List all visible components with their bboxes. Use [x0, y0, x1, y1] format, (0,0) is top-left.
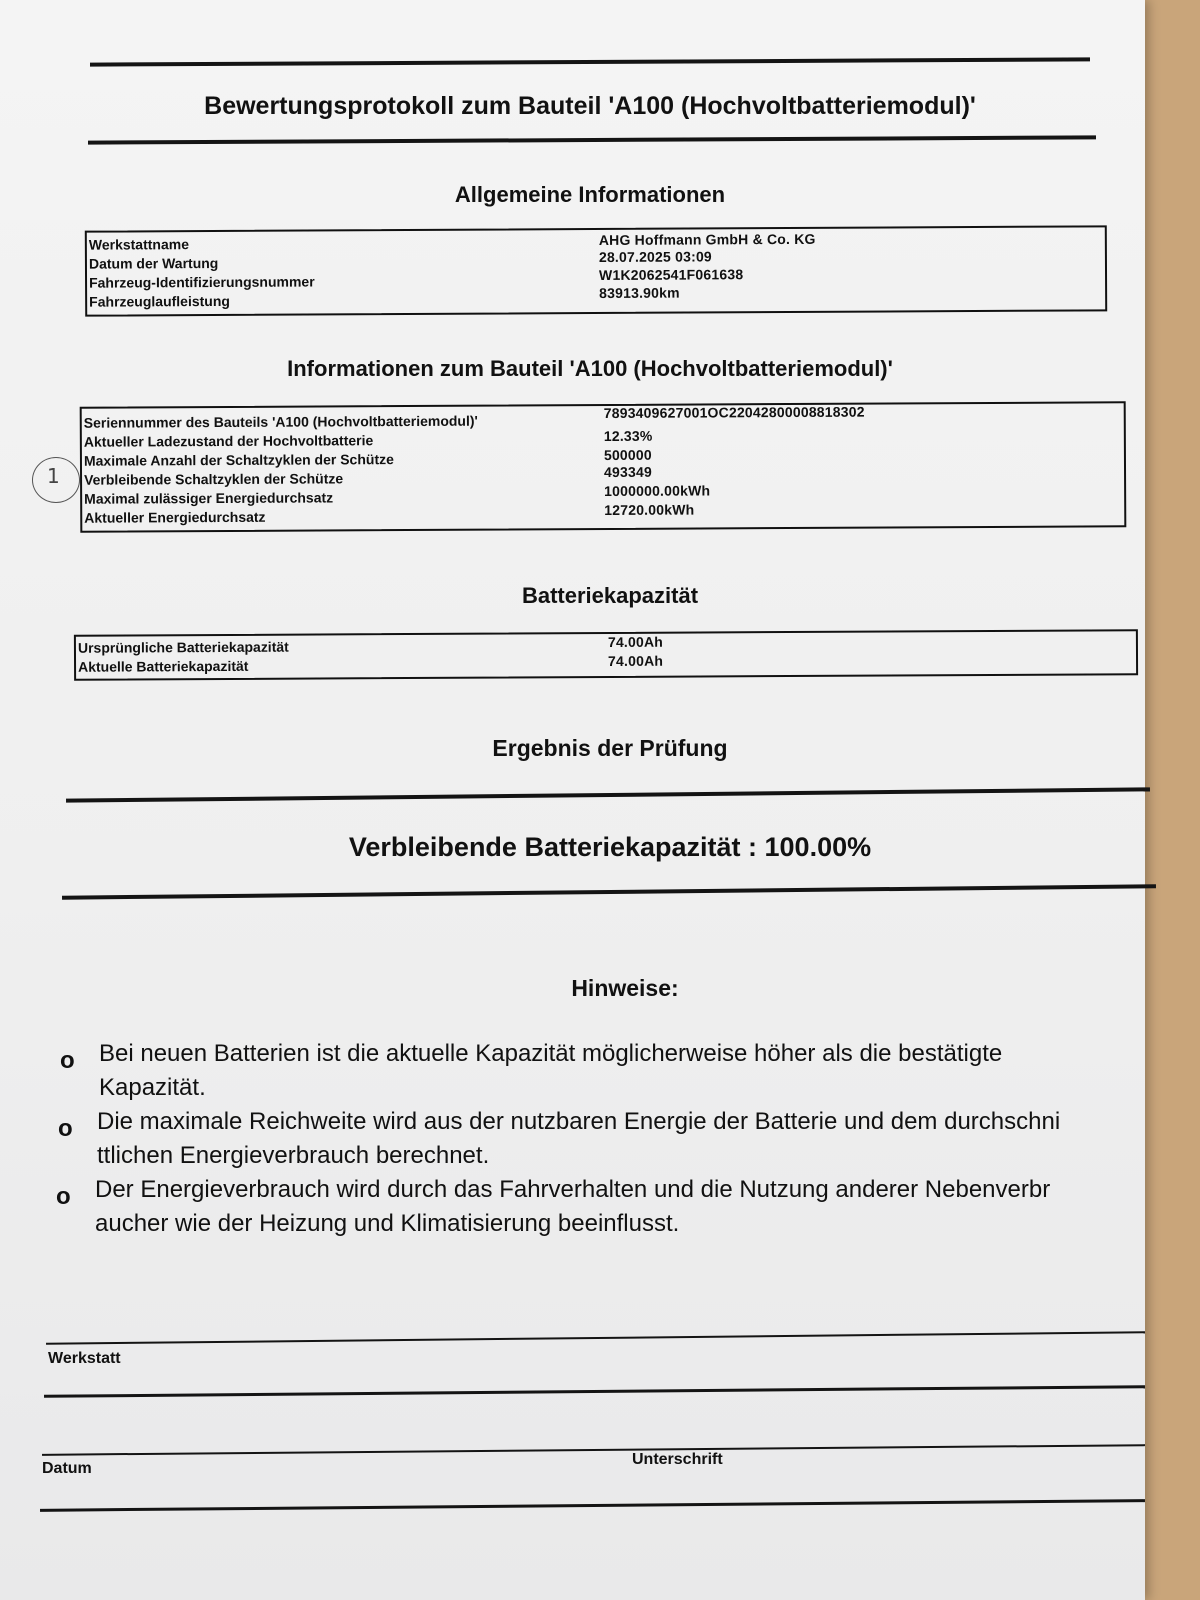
row-label: Datum der Wartung	[88, 254, 219, 272]
workshop-label: Werkstatt	[48, 1350, 121, 1367]
signature-label: Unterschrift	[632, 1451, 723, 1468]
result-text: Verbleibende Batteriekapazität : 100.00%	[348, 832, 872, 862]
note-bullet: o	[58, 1115, 73, 1142]
row-value: 7893409627001OC22042800008818302	[603, 403, 865, 421]
note-bullet: o	[56, 1183, 71, 1210]
row-value: 28.07.2025 03:09	[598, 248, 712, 265]
row-label: Fahrzeuglaufleistung	[89, 292, 230, 310]
row-value: 12.33%	[603, 427, 653, 444]
note-line: Die maximale Reichweite wird aus der nutzbaren Energie der Batterie und dem durchschni	[97, 1108, 1061, 1135]
note-item	[99, 1037, 1002, 1105]
row-value: AHG Hoffmann GmbH & Co. KG	[598, 230, 816, 248]
note-bullet: o	[60, 1047, 75, 1074]
general-heading: Allgemeine Informationen	[454, 182, 726, 207]
row-label: Aktueller Ladezustand der Hochvoltbatterie	[83, 432, 374, 450]
date-label: Datum	[42, 1460, 92, 1477]
document-title: Bewertungsprotokoll zum Bauteil 'A100 (Hochvoltbatteriemodul)'	[204, 92, 976, 120]
result-bottom-rule	[62, 884, 1156, 899]
component-info-table	[80, 401, 1127, 532]
note-line: Kapazität.	[99, 1074, 206, 1101]
capacity-table	[74, 629, 1138, 681]
row-label: Aktueller Energiedurchsatz	[84, 508, 266, 526]
component-heading: Informationen zum Bauteil 'A100 (Hochvoltbatteriemodul)'	[287, 356, 893, 381]
row-label: Maximal zulässiger Energiedurchsatz	[84, 489, 334, 507]
note-line: Bei neuen Batterien ist die aktuelle Kapazität möglicherweise höher als die bestätigte	[99, 1040, 1003, 1067]
general-info-table	[85, 225, 1107, 316]
row-value: 500000	[603, 446, 652, 463]
date-field-line	[40, 1499, 1145, 1512]
row-value: 1000000.00kWh	[604, 482, 711, 499]
note-line: aucher wie der Heizung und Klimatisierung beeinflusst.	[95, 1210, 680, 1237]
workshop-top-rule	[46, 1331, 1145, 1345]
row-value: 74.00Ah	[607, 652, 664, 669]
notes-heading: Hinweise:	[571, 975, 679, 1001]
title-rule	[88, 135, 1096, 144]
row-label: Verbleibende Schaltzyklen der Schütze	[84, 470, 344, 488]
row-label: Seriennummer des Bauteils 'A100 (Hochvoltbatteriemodul)'	[83, 412, 478, 431]
note-line: ttlichen Energieverbrauch berechnet.	[97, 1142, 490, 1169]
row-value: 83913.90km	[599, 284, 680, 301]
row-label: Aktuelle Batteriekapazität	[78, 657, 249, 675]
note-item	[97, 1105, 1060, 1173]
row-label: Ursprüngliche Batteriekapazität	[77, 638, 289, 656]
row-value: 74.00Ah	[607, 633, 664, 650]
result-heading: Ergebnis der Prüfung	[492, 735, 728, 761]
table-row	[82, 501, 1124, 528]
row-value: 12720.00kWh	[604, 501, 695, 518]
result-top-rule	[66, 787, 1150, 802]
capacity-heading: Batteriekapazität	[521, 583, 699, 608]
workshop-field-line	[44, 1385, 1145, 1398]
row-label: Maximale Anzahl der Schaltzyklen der Schütze	[83, 451, 394, 469]
row-label: Fahrzeug-Identifizierungsnummer	[89, 273, 315, 291]
date-top-rule	[42, 1444, 1145, 1456]
handwritten-number: 1	[47, 464, 60, 488]
top-rule	[90, 57, 1090, 66]
note-item	[95, 1173, 1050, 1241]
row-label: Werkstattname	[88, 236, 190, 253]
row-value: 493349	[603, 463, 652, 480]
row-value: W1K2062541F061638	[598, 266, 744, 283]
note-line: Der Energieverbrauch wird durch das Fahrverhalten und die Nutzung anderer Nebenverbr	[95, 1176, 1051, 1203]
handwritten-circle-mark	[32, 457, 80, 503]
table-row	[87, 284, 1105, 312]
